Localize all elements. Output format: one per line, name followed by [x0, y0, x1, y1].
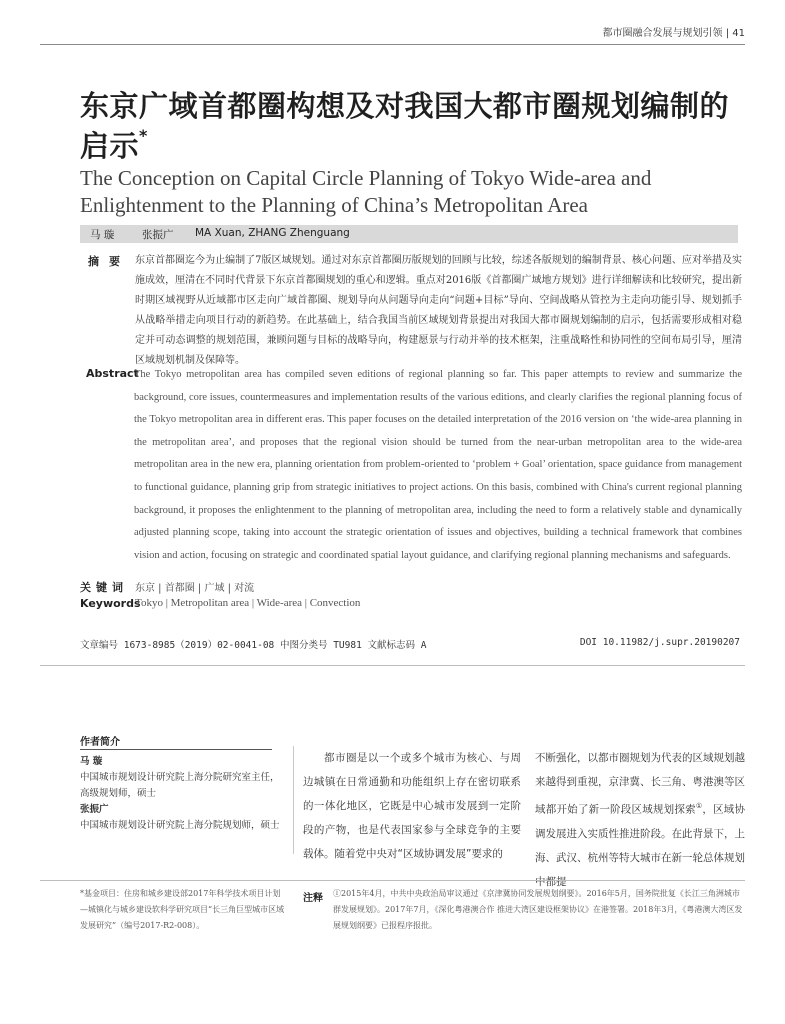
body-column-2-text-b: ，区域协调发展进入实质性推进阶段。在此背景下，上海、武汉、杭州等特大城市在新一轮总体规划中都提	[535, 803, 746, 888]
footnote-divider	[40, 880, 745, 881]
body-column-2-text-a: 不断强化，以都市圈规划为代表的区域规划越来越得到重视，京津冀、长三角、粤港澳等区域都开始了新一阶段区域规划探索	[535, 752, 745, 816]
body-column-1: 都市圈是以一个或多个城市为核心、与周边城镇在日常通勤和功能组织上存在密切联系的一体化地区，它既是中心城市发展到一定阶段的产物，也是代表国家参与全球竞争的主要载体。随着党中央对“区域协调发展”要求的	[303, 752, 521, 860]
article-info: 文章编号 1673-8985（2019）02-0041-08 中图分类号 TU981 文献标志码 A	[80, 640, 427, 651]
author-bio-heading: 作者简介	[80, 737, 120, 748]
title-chinese	[80, 86, 745, 166]
header-divider	[40, 44, 745, 45]
title-chinese-text: 东京广域首都圈构想及对我国大都市圈规划编制的启示	[80, 89, 730, 163]
column-divider	[293, 746, 294, 854]
author-2-zh: 张振广	[142, 229, 174, 241]
notes-text: ①2015年4月，中共中央政治局审议通过《京津冀协同发展规划纲要》。2016年5月，国务院批复《长江三角洲城市群发展规划》。2017年7月，《深化粤港澳合作 推进大湾区建设框架协议》在港签署。2018年3月，《粤港澳大湾区发展规划纲要》已报程序报批。	[333, 889, 743, 930]
title-english: The Conception on Capital Circle Planning of Tokyo Wide-area and Enlightenment to the Planning of China’s Metropolitan Area	[80, 166, 652, 217]
author-1-zh: 马 璇	[90, 229, 115, 241]
keywords-zh: 东京 | 首都圈 | 广域 | 对流	[135, 583, 255, 594]
running-header: 都市圈融合发展与规划引领 | 41	[602, 28, 745, 39]
doi: DOI 10.11982/j.supr.20190207	[579, 637, 740, 648]
notes-label: 注释	[303, 893, 323, 904]
info-divider	[40, 665, 745, 666]
bio-desc-1: 中国城市规划设计研究院上海分院研究室主任，高级规划师，硕士	[80, 772, 280, 799]
footnote-ref-1: ①	[695, 802, 703, 810]
bio-name-1: 马 璇	[80, 756, 103, 767]
body-column-2	[535, 746, 745, 894]
author-bio-divider	[80, 749, 272, 750]
bio-desc-2: 中国城市规划设计研究院上海分院规划师，硕士	[80, 820, 280, 831]
author-bio	[80, 754, 280, 834]
keywords-zh-label: 关键词	[80, 581, 128, 594]
authors-en: MA Xuan, ZHANG Zhenguang	[195, 227, 350, 239]
abstract-en: The Tokyo metropolitan area has compiled seven editions of regional planning so far. This paper attempts to review and summarize the background, core issues, countermeasures and implementation results of the various editions, and clearly clarifies the regional planning focus of the Tokyo metropolitan area in different eras. This paper focuses on the detailed interpretation of the 2016 version on ‘the wide-area planning in the metropolitan area’, and proposes that the regional vision should be turned from the near-urban metropolitan area to the wide-area metropolitan area in the new era, planning orientation from problem-oriented to ‘problem + Goal’ orientation, space guidance from management to functional guidance, planning grip from strategic initiatives to project actions. On this basis, combined with China's current regional planning background, it proposes the enlightenment to the planning of metropolitan area, including the need to form a relatively stable and dynamically adjusted planning scope, taking into account the strategic orientation of issues and objectives, building a technical framework that combines vision and action, focusing on strategic and coordinated spatial layout guidance, and clarifying regional planning mechanisms and safeguards.	[134, 369, 742, 561]
author-band	[80, 225, 738, 243]
abstract-zh: 东京首都圈迄今为止编制了7版区域规划。通过对东京首都圈历版规划的回顾与比较，综述各版规划的编制背景、核心问题、应对举措及实施成效，厘清在不同时代背景下东京首都圈规划的重心和逻辑。重点对2016版《首都圈广域地方规划》进行详细解读和比较研究，提出新时期区域视野从近域都市区走向广域首都圈、规划导向从问题导向走向“问题+目标”导向、空间战略从管控为主走向功能引导、规划抓手从战略举措走向项目行动的新趋势。在此基础上，结合我国当前区域规划背景提出对我国大都市圈规划编制的启示，包括需要形成相对稳定并可动态调整的规划范围，兼顾问题与目标的战略导向，构建愿景与行动并举的技术框架，注重战略性和协同性的空间布局引导，厘清区域规划机制及保障等。	[135, 255, 742, 366]
bio-name-2: 张振广	[80, 804, 109, 815]
abstract-zh-label: 摘要	[88, 255, 130, 268]
keywords-en-label: Keywords	[80, 597, 141, 610]
funding-note: *基金项目：住房和城乡建设部2017年科学技术项目计划—城镇化与城乡建设软科学研究项目“长三角巨型城市区域发展研究”（编号2017-R2-008）。	[80, 889, 285, 930]
funding-footnote-mark: *	[139, 126, 148, 145]
abstract-en-label: Abstract	[86, 367, 139, 380]
keywords-en: Tokyo | Metropolitan area | Wide-area | Convection	[135, 597, 361, 609]
